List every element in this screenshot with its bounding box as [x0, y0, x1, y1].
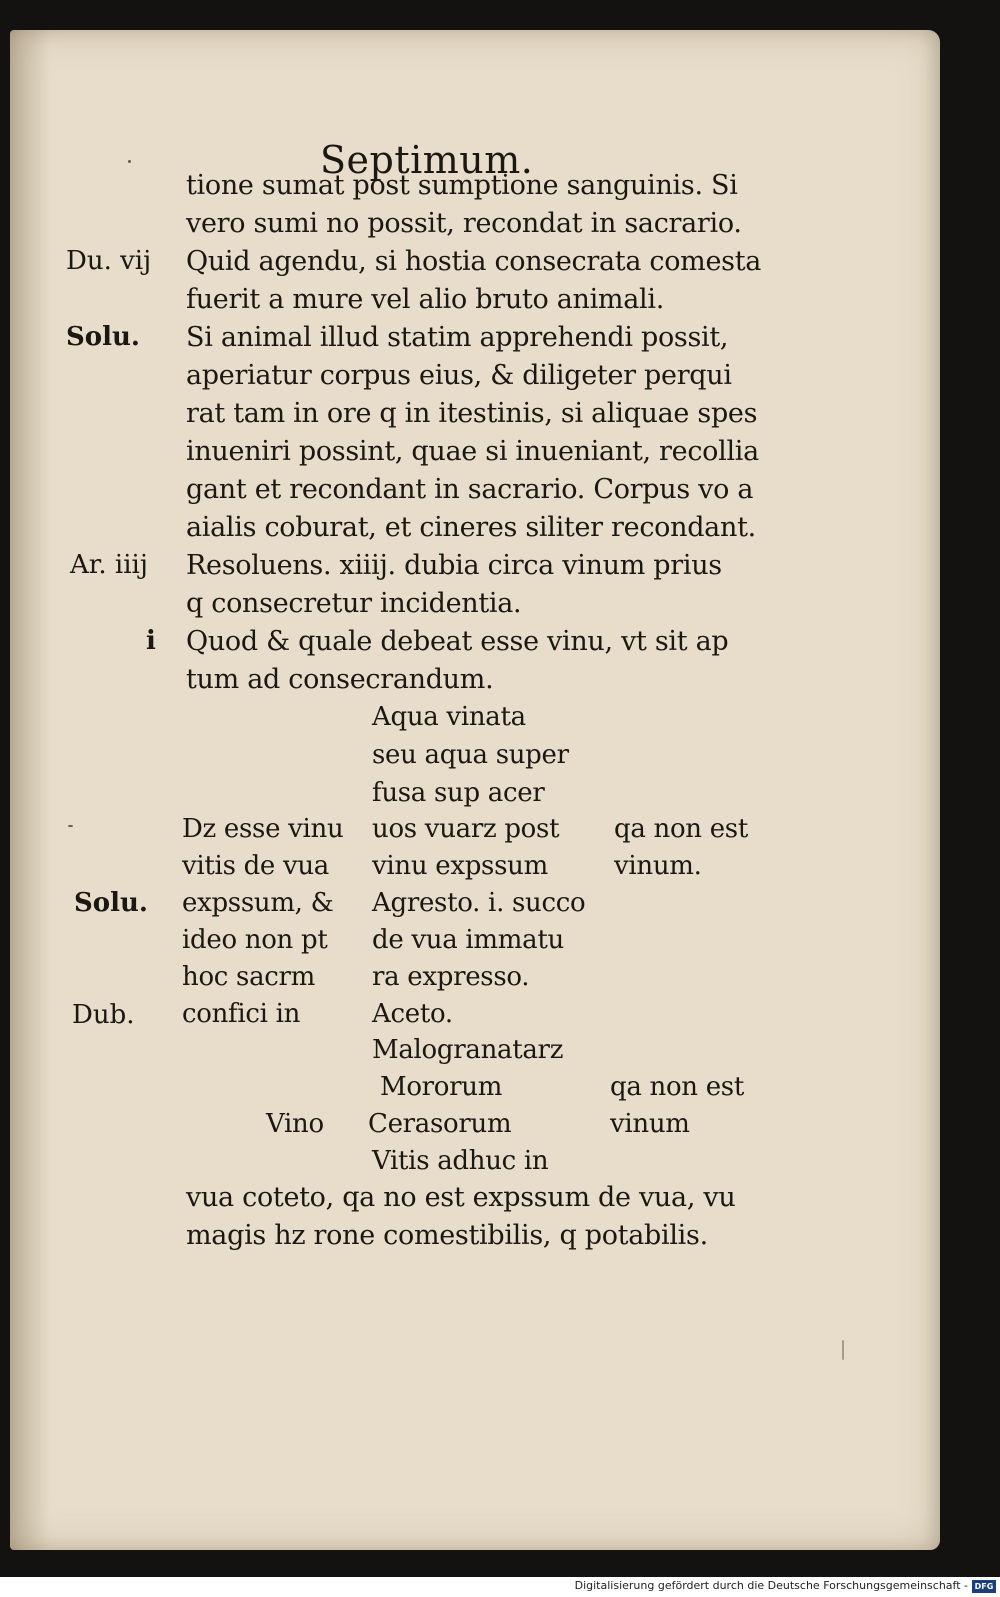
schema-right-line: vinum.	[614, 851, 702, 881]
schema-mid-line: vinu expssum	[372, 851, 548, 881]
schema-mid-line: Agresto. i. succo	[372, 888, 586, 918]
schema-right-line: qa non est	[614, 814, 748, 844]
body-line: vua coteto, qa no est expssum de vua, vu	[186, 1182, 736, 1213]
schema-vino-label: Vino	[266, 1109, 324, 1139]
body-line: rat tam in ore q in itestinis, si aliquae spes	[186, 398, 758, 429]
schema-mid-line: Vitis adhuc in	[372, 1146, 549, 1176]
schema-mid-line: Mororum	[380, 1072, 503, 1102]
body-line: aialis coburat, et cineres siliter recondant.	[186, 512, 756, 543]
schema-left-line: expssum, &	[182, 888, 334, 918]
schema-mid-line: seu aqua super	[372, 740, 569, 770]
body-line: vero sumi no possit, recondat in sacrario.	[186, 208, 742, 239]
schema-left-line: ideo non pt	[182, 925, 328, 955]
margin-note-dubium: Du. vij	[66, 246, 152, 276]
body-line: Quod & quale debeat esse vinu, vt sit ap	[186, 626, 729, 657]
schema-mid-line: Aqua vinata	[372, 702, 526, 732]
dfg-logo: DFG	[972, 1580, 996, 1593]
body-line: tum ad consecrandum.	[186, 664, 494, 695]
schema-mid-line: Malogranatarz	[372, 1035, 564, 1065]
schema-mid-line: ra expresso.	[372, 962, 530, 992]
body-line: Si animal illud statim apprehendi possit,	[186, 322, 729, 353]
book-page	[10, 30, 940, 1550]
schema-right-line: qa non est	[610, 1072, 744, 1102]
footer-credit: Digitalisierung gefördert durch die Deutsche Forschungsgemeinschaft -	[574, 1579, 968, 1592]
footer-bar	[0, 1577, 1000, 1597]
schema-left-line: confici in	[182, 999, 301, 1029]
body-line: gant et recondant in sacrario. Corpus vo a	[186, 474, 754, 505]
margin-note-solutio: Solu.	[74, 888, 148, 918]
schema-mid-line: Aceto.	[372, 999, 453, 1029]
paper-speck	[128, 160, 131, 163]
schema-left-line: Dz esse vinu	[182, 814, 344, 844]
schema-mid-line: fusa sup acer	[372, 778, 545, 808]
body-line: magis hz rone comestibilis, q potabilis.	[186, 1220, 708, 1251]
schema-mid-line: uos vuarz post	[372, 814, 560, 844]
margin-note-articulus: Ar. iiij	[70, 550, 148, 580]
schema-left-line: hoc sacrm	[182, 962, 316, 992]
margin-note-dubium: Dub.	[72, 1000, 135, 1030]
paper-speck	[68, 825, 73, 827]
page-heading: Septimum.	[320, 138, 534, 182]
schema-right-line: vinum	[610, 1109, 690, 1139]
margin-note-i: i	[146, 626, 156, 656]
schema-mid-line: Cerasorum	[368, 1109, 512, 1139]
schema-mid-line: de vua immatu	[372, 925, 564, 955]
body-line: fuerit a mure vel alio bruto animali.	[186, 284, 664, 315]
body-line: Resoluens. xiiij. dubia circa vinum prius	[186, 550, 722, 581]
body-line: aperiatur corpus eius, & diligeter perqui	[186, 360, 732, 391]
body-line: inueniri possint, quae si inueniant, recollia	[186, 436, 759, 467]
body-line: tione sumat post sumptione sanguinis. Si	[186, 170, 738, 201]
paper-mark	[842, 1340, 844, 1360]
body-line: q consecretur incidentia.	[186, 588, 522, 619]
schema-left-line: vitis de vua	[182, 851, 330, 881]
page-gutter-shadow	[10, 30, 50, 1550]
margin-note-solutio: Solu.	[66, 322, 140, 352]
body-line: Quid agendu, si hostia consecrata comesta	[186, 246, 762, 277]
